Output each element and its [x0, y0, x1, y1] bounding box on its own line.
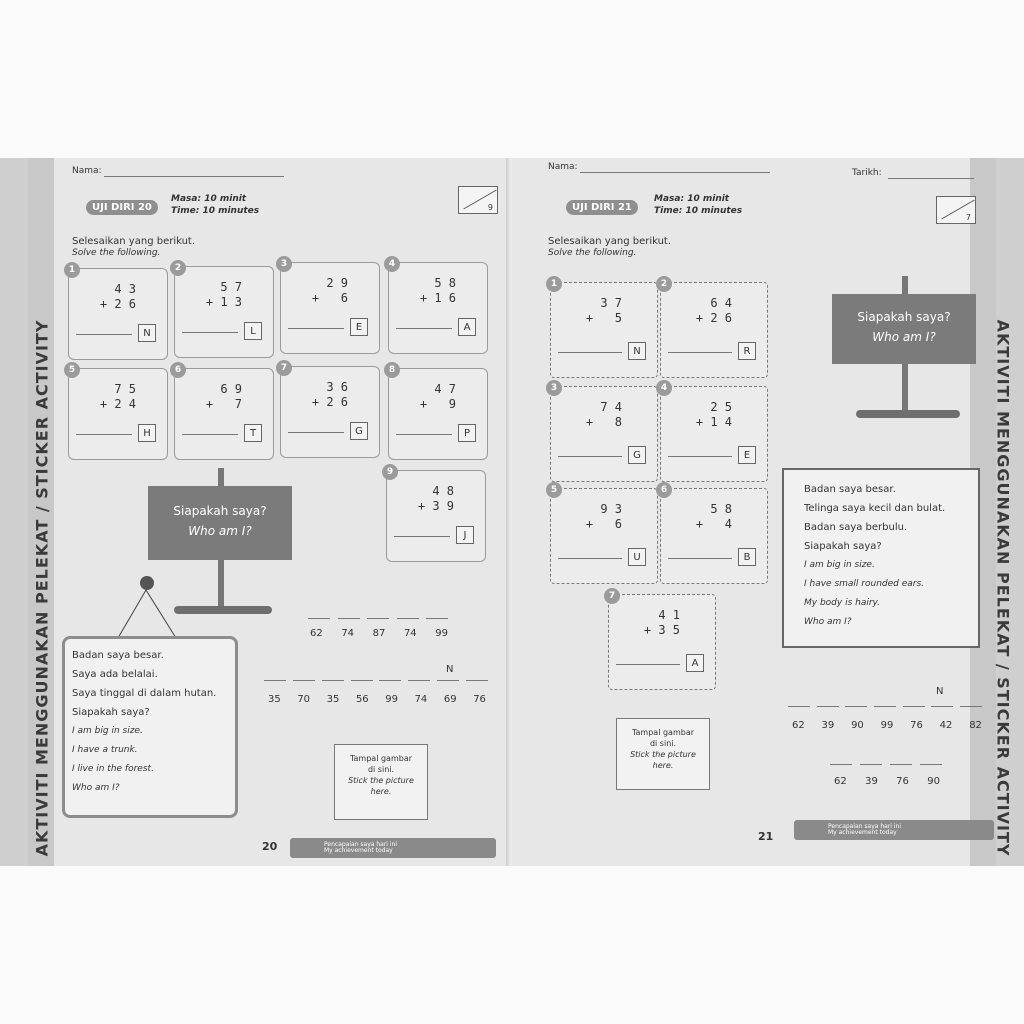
- uji-diri-badge: UJI DIRI 20: [86, 200, 158, 215]
- instruction-ms: Selesaikan yang berikut.: [548, 236, 672, 247]
- answer-blanks-row2[interactable]: [830, 764, 942, 765]
- page-number: 20: [262, 840, 278, 853]
- answer-blanks-row2[interactable]: [264, 680, 488, 681]
- clue-line: Saya tinggal di dalam hutan.: [72, 688, 217, 699]
- answer-line[interactable]: [396, 328, 452, 329]
- letter-box: B: [738, 548, 756, 566]
- time-label: Time: 10 minutes: [654, 206, 743, 216]
- letter-box: J: [456, 526, 474, 544]
- clue-line: Badan saya besar.: [804, 484, 896, 495]
- code-number: 74: [414, 694, 428, 705]
- code-number: 39: [865, 776, 878, 787]
- text-line: My achievement today: [324, 847, 393, 854]
- letter-box: E: [738, 446, 756, 464]
- problem-sum: 5 8 + 4: [695, 502, 732, 531]
- answer-line[interactable]: [668, 352, 732, 353]
- problem-number: 7: [604, 588, 620, 604]
- code-number: 42: [939, 720, 953, 731]
- clue-line: I am big in size.: [804, 560, 875, 570]
- problem-number: 6: [656, 482, 672, 498]
- text-line: Tampal gambar: [631, 728, 695, 737]
- code-number: 62: [834, 776, 847, 787]
- problem-number: 3: [276, 256, 292, 272]
- hint-letter: N: [936, 686, 944, 697]
- answer-line[interactable]: [616, 664, 680, 665]
- problem-number: 5: [546, 482, 562, 498]
- answer-line[interactable]: [288, 432, 344, 433]
- code-row1: [310, 628, 448, 639]
- answer-line[interactable]: [396, 434, 452, 435]
- tarikh-field[interactable]: [888, 178, 974, 179]
- text-line: My achievement today: [828, 829, 897, 836]
- code-row2: [268, 694, 486, 705]
- masa-label: Masa: 10 minit: [654, 194, 730, 204]
- clue-line: Who am I?: [72, 783, 120, 793]
- masa-label: Masa: 10 minit: [171, 194, 247, 204]
- clue-line: Who am I?: [804, 617, 852, 627]
- letter-box: A: [686, 654, 704, 672]
- text-line: di sini.: [367, 765, 395, 774]
- sticker-placeholder[interactable]: [334, 744, 428, 820]
- code-number: 99: [880, 720, 894, 731]
- answer-blanks-row1[interactable]: [788, 706, 982, 707]
- clue-list: [804, 480, 945, 632]
- code-number: 74: [341, 628, 355, 639]
- code-row1: [792, 720, 982, 731]
- problem-number: 4: [656, 380, 672, 396]
- code-number: 70: [297, 694, 311, 705]
- who-am-i-sign: Siapakah saya? Who am I?: [832, 294, 976, 364]
- code-number: 62: [310, 628, 323, 639]
- problem-number: 4: [384, 256, 400, 272]
- instruction-en: Solve the following.: [72, 248, 161, 258]
- problem-sum: 9 3 + 6: [585, 502, 622, 531]
- page-number: 21: [758, 830, 774, 843]
- code-number: 90: [927, 776, 940, 787]
- code-number: 99: [435, 628, 448, 639]
- code-number: 74: [403, 628, 417, 639]
- clue-line: Siapakah saya?: [72, 707, 150, 718]
- tarikh-label: Tarikh:: [852, 168, 882, 178]
- time-label: Time: 10 minutes: [171, 206, 260, 216]
- nama-field[interactable]: [104, 176, 284, 177]
- clue-line: Badan saya berbulu.: [804, 522, 908, 533]
- clue-line: I live in the forest.: [72, 764, 154, 774]
- answer-line[interactable]: [394, 536, 450, 537]
- letter-box: G: [628, 446, 646, 464]
- problem-sum: 2 9 + 6: [311, 276, 348, 305]
- problem-sum: 3 6 + 2 6: [311, 380, 348, 409]
- nama-label: Nama:: [548, 162, 578, 172]
- problem-number: 5: [64, 362, 80, 378]
- text-line: Stick the picture: [348, 776, 414, 785]
- code-number: 90: [851, 720, 864, 731]
- text-line: Pencapaian saya hari ini: [324, 841, 398, 848]
- code-number: 82: [969, 720, 982, 731]
- nama-label: Nama:: [72, 166, 102, 176]
- code-number: 76: [910, 720, 923, 731]
- letter-box: P: [458, 424, 476, 442]
- problem-sum: 6 9 + 7: [205, 382, 242, 411]
- problem-number: 1: [64, 262, 80, 278]
- grass-icon: [856, 410, 960, 418]
- clue-list: [72, 646, 216, 798]
- uji-diri-badge: UJI DIRI 21: [566, 200, 638, 215]
- letter-box: A: [458, 318, 476, 336]
- problem-number: 8: [384, 362, 400, 378]
- problem-sum: 3 7 + 5: [585, 296, 622, 325]
- answer-line[interactable]: [668, 558, 732, 559]
- letter-box: E: [350, 318, 368, 336]
- problem-sum: 5 8 + 1 6: [419, 276, 456, 305]
- answer-line[interactable]: [558, 456, 622, 457]
- clue-line: I am big in size.: [72, 726, 143, 736]
- answer-line[interactable]: [558, 352, 622, 353]
- problem-number: 1: [546, 276, 562, 292]
- answer-line[interactable]: [668, 456, 732, 457]
- code-number: 76: [896, 776, 909, 787]
- code-number: 76: [473, 694, 486, 705]
- code-number: 99: [385, 694, 398, 705]
- clue-line: I have a trunk.: [72, 745, 138, 755]
- problem-sum: 7 5 + 2 4: [99, 382, 136, 411]
- text-line: Tampal gambar: [349, 754, 413, 763]
- answer-line[interactable]: [288, 328, 344, 329]
- problem-number: 7: [276, 360, 292, 376]
- code-number: 56: [355, 694, 369, 705]
- who-am-i-sign: Siapakah saya? Who am I?: [148, 486, 292, 560]
- right-page: [512, 158, 1013, 866]
- nama-field[interactable]: [580, 172, 770, 173]
- right-vertical-title: AKTIVITI MENGGUNAKAN PELEKAT / STICKER ACTIVITY: [993, 319, 1013, 857]
- problem-sum: 4 3 + 2 6: [99, 282, 136, 311]
- answer-line[interactable]: [76, 334, 132, 335]
- letter-box: T: [244, 424, 262, 442]
- letter-box: N: [138, 324, 156, 342]
- achievement-footer: [794, 820, 994, 840]
- letter-box: N: [628, 342, 646, 360]
- clue-line: Badan saya besar.: [72, 650, 164, 661]
- problem-sum: 7 4 + 8: [585, 400, 622, 429]
- clue-line: I have small rounded ears.: [804, 579, 925, 589]
- problem-sum: 4 7 + 9: [419, 382, 456, 411]
- letter-box: L: [244, 322, 262, 340]
- hanging-string-icon: [108, 588, 198, 640]
- answer-line[interactable]: [558, 558, 622, 559]
- text-line: Pencapaian saya hari ini: [828, 823, 902, 830]
- clue-line: My body is hairy.: [804, 598, 881, 608]
- achievement-footer: [290, 838, 496, 858]
- code-number: 62: [792, 720, 805, 731]
- problem-sum: 5 7 + 1 3: [205, 280, 242, 309]
- problem-number: 9: [382, 464, 398, 480]
- problem-number: 2: [170, 260, 186, 276]
- clue-line: Saya ada belalai.: [72, 669, 158, 680]
- instruction-en: Solve the following.: [548, 248, 637, 258]
- text-line: here.: [652, 761, 674, 770]
- text-line: here.: [370, 787, 392, 796]
- letter-box: U: [628, 548, 646, 566]
- answer-line[interactable]: [182, 332, 238, 333]
- text-line: Stick the picture: [630, 750, 696, 759]
- answer-line[interactable]: [76, 434, 132, 435]
- letter-box: G: [350, 422, 368, 440]
- answer-line[interactable]: [182, 434, 238, 435]
- problem-number: 2: [656, 276, 672, 292]
- code-number: 35: [268, 694, 281, 705]
- code-number: 39: [821, 720, 835, 731]
- hint-letter: N: [446, 664, 454, 675]
- code-number: 87: [372, 628, 386, 639]
- problem-sum: 4 8 + 3 9: [417, 484, 454, 513]
- letter-box: R: [738, 342, 756, 360]
- clue-line: Telinga saya kecil dan bulat.: [804, 503, 946, 514]
- code-number: 35: [326, 694, 340, 705]
- sticker-placeholder[interactable]: [616, 718, 710, 790]
- open-workbook: [0, 158, 1024, 866]
- clue-line: Siapakah saya?: [804, 541, 882, 552]
- left-page: [28, 158, 510, 866]
- code-number: 69: [443, 694, 457, 705]
- code-row2: [834, 776, 940, 787]
- score-box: 9: [458, 186, 498, 214]
- problem-sum: 4 1 + 3 5: [643, 608, 680, 637]
- problem-number: 6: [170, 362, 186, 378]
- instruction-ms: Selesaikan yang berikut.: [72, 236, 196, 247]
- left-vertical-title: AKTIVITI MENGGUNAKAN PELEKAT / STICKER ACTIVITY: [32, 319, 52, 857]
- letter-box: H: [138, 424, 156, 442]
- problem-number: 3: [546, 380, 562, 396]
- problem-sum: 6 4 + 2 6: [695, 296, 732, 325]
- text-line: di sini.: [649, 739, 677, 748]
- problem-sum: 2 5 + 1 4: [695, 400, 732, 429]
- answer-blanks-row1[interactable]: [308, 618, 448, 619]
- score-box: 7: [936, 196, 976, 224]
